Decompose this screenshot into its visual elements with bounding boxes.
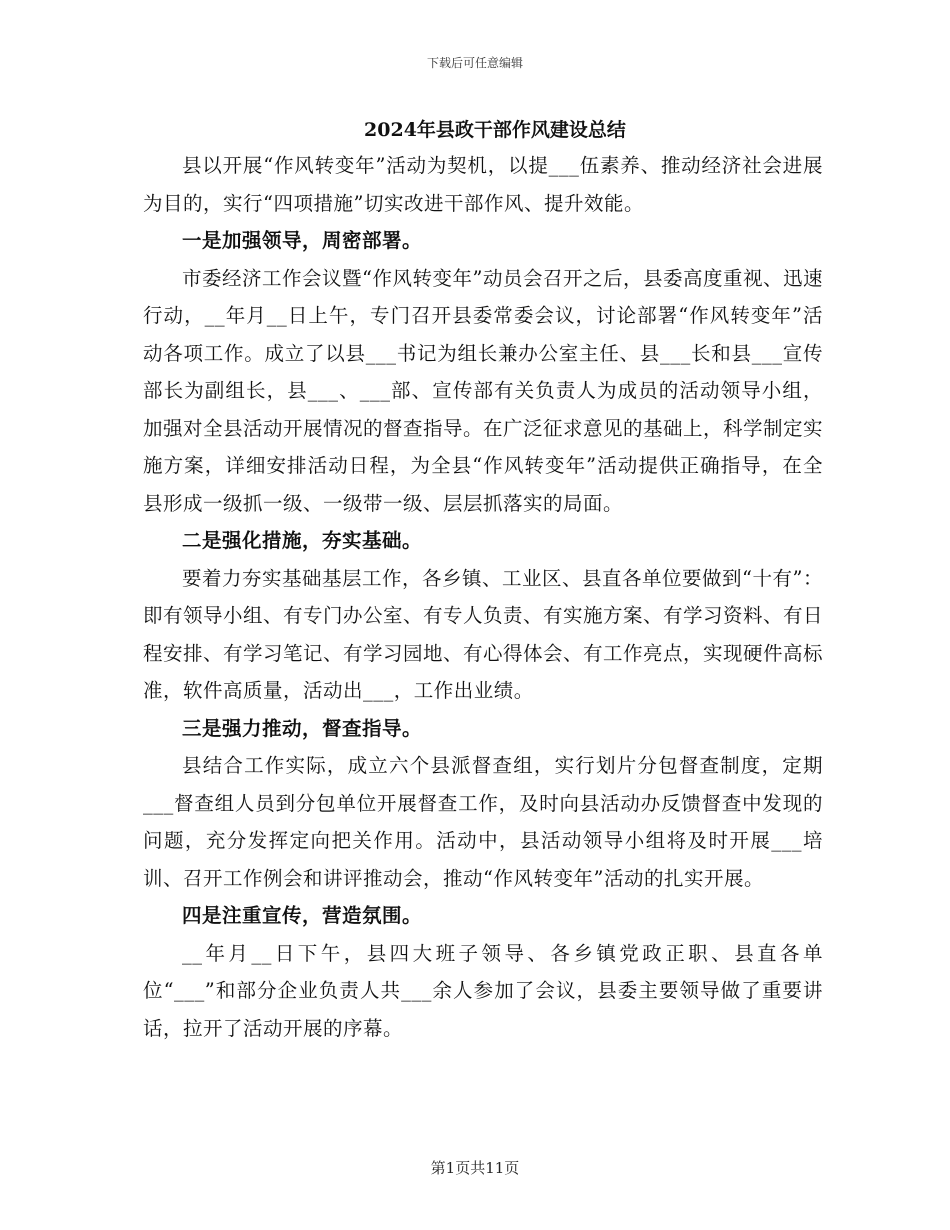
page-number: 第1页共11页: [430, 1159, 520, 1177]
section-heading: 二是强化措施，夯实基础。: [182, 529, 423, 552]
body-paragraph: 要着力夯实基础基层工作，各乡镇、工业区、县直各单位要做到“十有”：即有领导小组、有专门办公室、有专人负责、有实施方案、有学习资料、有日程安排、有学习笔记、有学习园地、有心得体会、有工作亮点，实现硬件高标准，软件高质量，活动出___，工作出业绩。: [143, 566, 824, 702]
document-title: 2024年县政干部作风建设总结: [364, 119, 626, 141]
body-paragraph: __年月__日下午，县四大班子领导、各乡镇党政正职、县直各单位“___”和部分企业负责人共___余人参加了会议，县委主要领导做了重要讲话，拉开了活动开展的序幕。: [143, 941, 823, 1040]
header-note: 下载后可任意编辑: [426, 56, 523, 70]
body-paragraph: 县以开展“作风转变年”活动为契机，以提___伍素养、推动经济社会进展为目的，实行“四项措施”切实改进干部作风、提升效能。: [143, 154, 823, 215]
section-heading: 一是加强领导，周密部署。: [182, 229, 423, 252]
document-body: [143, 147, 823, 1047]
section-heading: 三是强力推动，督查指导。: [182, 716, 423, 740]
body-paragraph: 县结合工作实际，成立六个县派督查组，实行划片分包督查制度，定期___督查组人员到分包单位开展督查工作，及时向县活动办反馈督查中发现的问题，充分发挥定向把关作用。活动中，县活动领导小组将及时开展___培训、召开工作例会和讲评推动会，推动“作风转变年”活动的扎实开展。: [143, 754, 823, 890]
body-paragraph: 市委经济工作会议暨“作风转变年”动员会召开之后，县委高度重视、迅速行动，__年月__日上午，专门召开县委常委会议，讨论部署“作风转变年”活动各项工作。成立了以县___书记为组长兼办公室主任、县___长和县___宣传部长为副组长，县___、___部、宣传部有关负责人为成员的活动领导小组，加强对全县活动开展情况的督查指导。在广泛征求意见的基础上，科学制定实施方案，详细安排活动日程，为全县“作风转变年”活动提供正确指导，在全县形成一级抓一级、一级带一级、层层抓落实的局面。: [143, 266, 824, 515]
section-heading: 四是注重宣传，营造氛围。: [182, 904, 423, 927]
